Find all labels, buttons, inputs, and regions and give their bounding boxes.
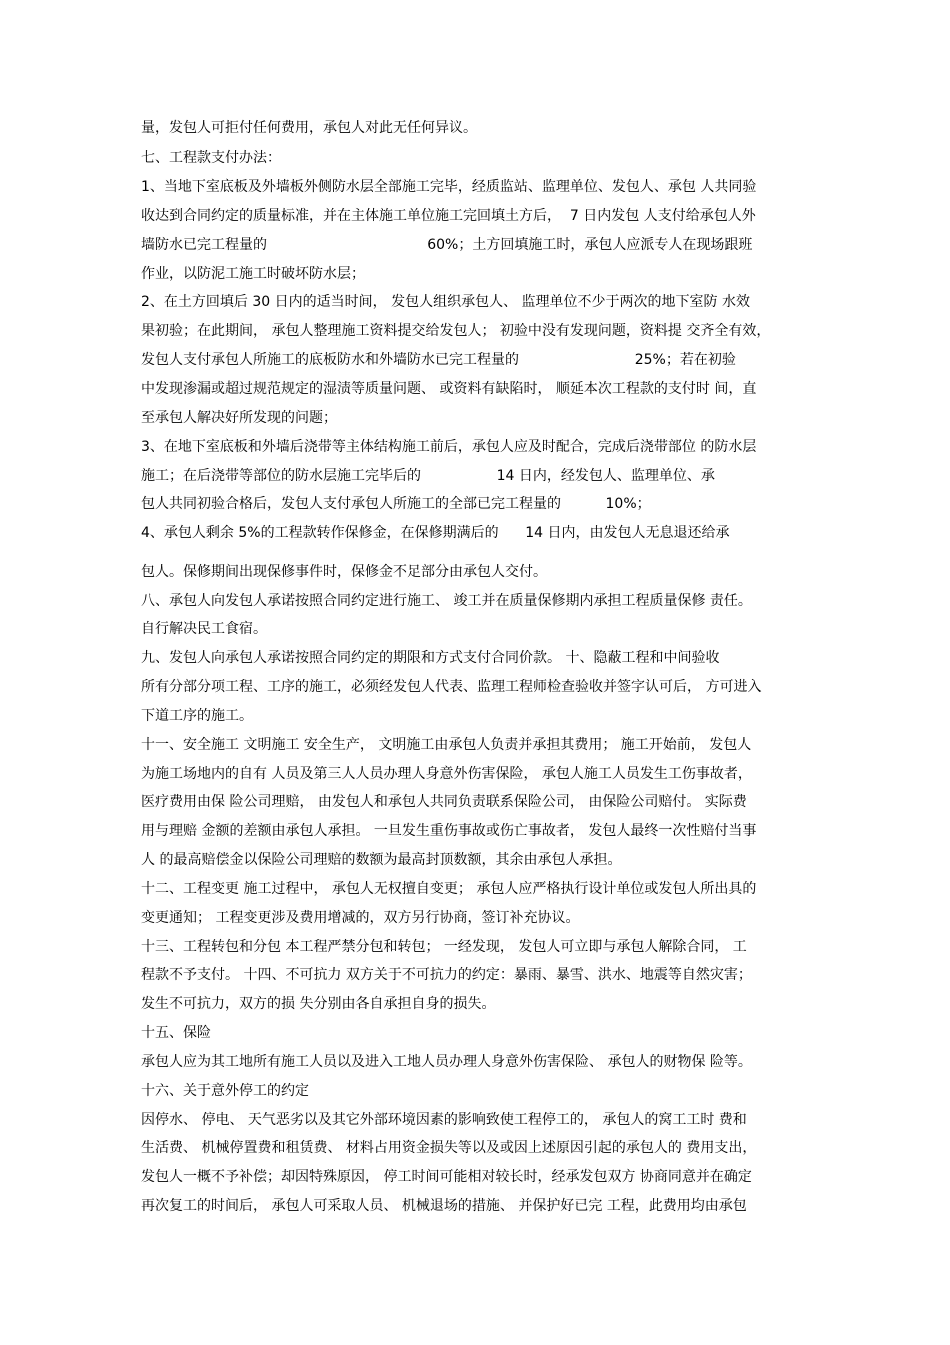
section-heading: 十三、工程转包和分包 本工程严禁分包和转包； 一经发现， 发包人可立即与承包人解除合同， 工 bbox=[141, 939, 747, 955]
text-line: 变更通知； 工程变更涉及费用增减的，双方另行协商，签订补充协议。 bbox=[141, 910, 580, 926]
text-line: 生活费、 机械停置费和租赁费、 材料占用资金损失等以及或因上述原因引起的承包人的 费用支出， bbox=[141, 1140, 757, 1156]
text-line: 用与理赔 金额的差额由承包人承担。 一旦发生重伤事故或伤亡事故者， 发包人最终一次性赔付当事 bbox=[141, 823, 757, 839]
text-line: 3、在地下室底板和外墙后浇带等主体结构施工前后，承包人应及时配合，完成后浇带部位 的防水层 bbox=[141, 439, 757, 455]
text-line: 再次复工的时间后， 承包人可采取人员、 机械退场的措施、 并保护好已完 工程，此费用均由承包 bbox=[141, 1198, 747, 1214]
text-line: 墙防水已完工程量的 60%；土方回填施工时，承包人应派专人在现场跟班 bbox=[141, 237, 753, 253]
section-heading: 七、工程款支付办法： bbox=[141, 150, 281, 166]
text-line: 2、在土方回填后 30 日内的适当时间， 发包人组织承包人、 监理单位不少于两次的地下室防 水效 bbox=[141, 294, 750, 310]
text-line: 量，发包人可拒付任何费用，承包人对此无任何异议。 bbox=[141, 120, 477, 136]
section-heading: 十五、保险 bbox=[141, 1025, 211, 1041]
text-line: 4、承包人剩余 5%的工程款转作保修金，在保修期满后的 14 日内，由发包人无息退还给承 bbox=[141, 525, 730, 541]
text-line: 中发现渗漏或超过规范规定的湿渍等质量问题、 或资料有缺陷时， 顺延本次工程款的支付时 间，直 bbox=[141, 381, 757, 397]
section-heading: 十二、工程变更 施工过程中， 承包人无权擅自变更； 承包人应严格执行设计单位或发包人所出具的 bbox=[141, 881, 757, 897]
text-line: 发生不可抗力，双方的损 失分别由各自承担自身的损失。 bbox=[141, 996, 496, 1012]
text-line: 程款不予支付。 十四、不可抗力 双方关于不可抗力的约定：暴雨、暴雪、洪水、地震等自然灾害； bbox=[141, 967, 752, 983]
text-line: 包人。保修期间出现保修事件时，保修金不足部分由承包人交付。 bbox=[141, 564, 547, 580]
text-line: 医疗费用由保 险公司理赔， 由发包人和承包人共同负责联系保险公司， 由保险公司赔付。 实际费 bbox=[141, 794, 747, 810]
text-line: 人 的最高赔偿金以保险公司理赔的数额为最高封顶数额，其余由承包人承担。 bbox=[141, 852, 622, 868]
section-heading: 十一、安全施工 文明施工 安全生产， 文明施工由承包人负责并承担其费用； 施工开始前， 发包人 bbox=[141, 737, 752, 753]
text-line: 至承包人解决好所发现的问题； bbox=[141, 410, 337, 426]
text-line: 发包人一概不予补偿；却因特殊原因， 停工时间可能相对较长时，经承发包双方 协商同意并在确定 bbox=[141, 1169, 752, 1185]
text-line: 果初验；在此期间， 承包人整理施工资料提交给发包人； 初验中没有发现问题，资料提 交齐全有效， bbox=[141, 323, 771, 339]
text-line: 收达到合同约定的质量标准，并在主体施工单位施工完回填土方后， 7 日内发包 人支付给承包人外 bbox=[141, 208, 756, 224]
text-line: 因停水、 停电、 天气恶劣以及其它外部环境因素的影响致使工程停工的， 承包人的窝工工时 费和 bbox=[141, 1112, 747, 1128]
section-heading: 九、发包人向承包人承诺按照合同约定的期限和方式支付合同价款。 十、隐蔽工程和中间验收 bbox=[141, 650, 720, 666]
text-line: 为施工场地内的自有 人员及第三人人员办理人身意外伤害保险， 承包人施工人员发生工伤事故者， bbox=[141, 766, 752, 782]
text-line: 1、当地下室底板及外墙板外侧防水层全部施工完毕，经质监站、监理单位、发包人、承包 人共同验 bbox=[141, 179, 757, 195]
section-heading: 八、承包人向发包人承诺按照合同约定进行施工、 竣工并在质量保修期内承担工程质量保修 责任。 bbox=[141, 593, 752, 609]
text-line: 承包人应为其工地所有施工人员以及进入工地人员办理人身意外伤害保险、 承包人的财物保 险等。 bbox=[141, 1054, 752, 1070]
section-heading: 十六、关于意外停工的约定 bbox=[141, 1083, 309, 1099]
text-line: 下道工序的施工。 bbox=[141, 708, 253, 724]
text-line: 自行解决民工食宿。 bbox=[141, 621, 267, 637]
text-line: 施工；在后浇带等部位的防水层施工完毕后的 14 日内，经发包人、监理单位、承 bbox=[141, 468, 715, 484]
text-line: 包人共同初验合格后，发包人支付承包人所施工的全部已完工程量的 10%； bbox=[141, 496, 651, 512]
text-line: 作业，以防泥工施工时破坏防水层； bbox=[141, 266, 365, 282]
text-line: 发包人支付承包人所施工的底板防水和外墙防水已完工程量的 25%；若在初验 bbox=[141, 352, 736, 368]
text-line: 所有分部分项工程、工序的施工，必须经发包人代表、监理工程师检查验收并签字认可后， 方可进入 bbox=[141, 679, 762, 695]
